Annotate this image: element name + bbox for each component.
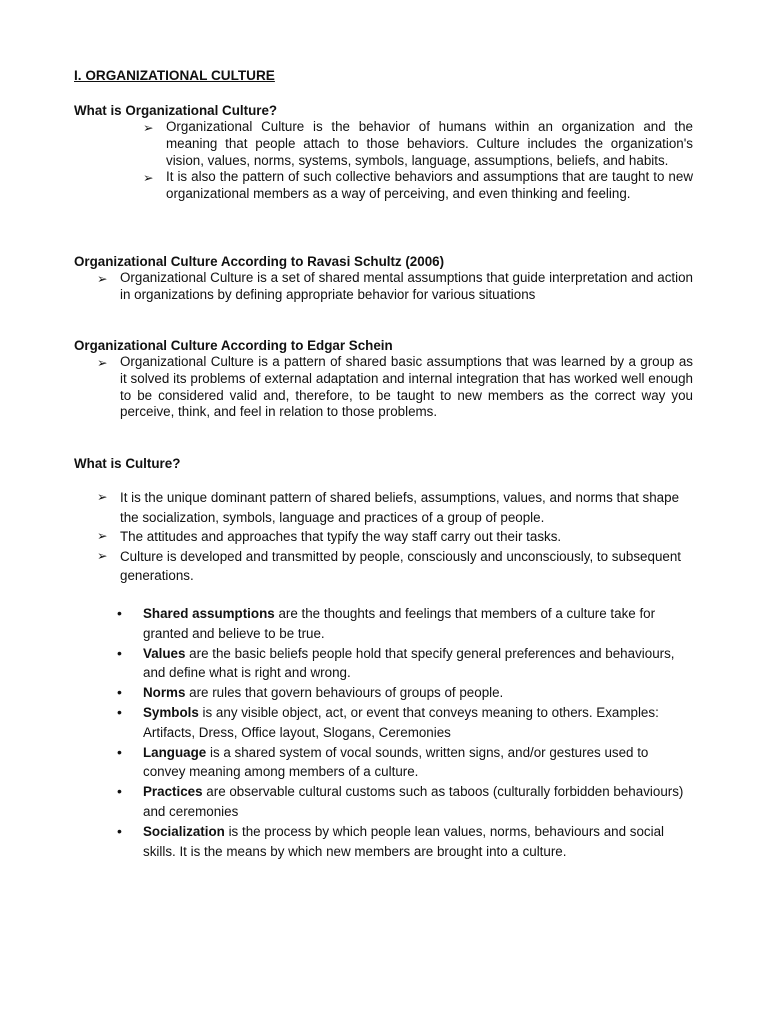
list-item: • Norms are rules that govern behaviours of groups of people. — [143, 683, 688, 703]
dot-bullet-icon: • — [117, 605, 122, 621]
list-item: ➢ Culture is developed and transmitted by people, consciously and unconsciously, to subsequent generations. — [97, 547, 682, 583]
ravasi-definition-list — [97, 270, 693, 304]
section-title: I. ORGANIZATIONAL CULTURE — [74, 68, 275, 83]
list-item: • Language is a shared system of vocal sounds, written signs, and/or gestures used to convey meaning among members of a culture. — [117, 743, 649, 780]
heading-edgar-schein: Organizational Culture According to Edgar Schein — [74, 338, 393, 353]
list-item: • Shared assumptions are the thoughts and feelings that members of a culture take for granted and believe to be true. — [117, 605, 656, 641]
dot-bullet-icon: • — [117, 644, 122, 661]
term: Symbols — [143, 705, 199, 721]
list-item: ➢ Organizational Culture is a set of shared mental assumptions that guide interpretation and action in organizations by defining appropriate behavior for various situations — [97, 270, 693, 302]
arrow-bullet-icon: ➢ — [97, 528, 108, 543]
culture-definition-list — [97, 488, 700, 586]
heading-what-is-culture: What is Culture? — [74, 456, 181, 471]
term: Socialization — [143, 824, 225, 840]
arrow-bullet-icon: ➢ — [97, 271, 108, 286]
list-item: • Socialization is the process by which people lean values, norms, behaviours and social skills. It is the means by which new members are brought into a culture. — [117, 823, 665, 859]
arrow-bullet-icon: ➢ — [97, 489, 108, 504]
list-item: • Symbols is any visible object, act, or event that conveys meaning to others. Examples: Artifacts, Dress, Office layout, Slogans, Ceremonies — [117, 704, 659, 740]
term: Language — [143, 744, 207, 760]
dot-bullet-icon: • — [117, 704, 122, 721]
list-item: • Practices are observable cultural customs such as taboos (culturally forbidden behaviours) and ceremonies — [117, 783, 684, 819]
list-item: • Values are the basic beliefs people hold that specify general preferences and behaviours, and define what is right and wrong. — [117, 644, 675, 681]
dot-bullet-icon: • — [117, 823, 122, 840]
list-item: ➢ It is also the pattern of such collective behaviors and assumptions that are taught to new organizational members as a way of perceiving, and even thinking and feeling. — [143, 169, 693, 202]
dot-bullet-icon: • — [117, 684, 122, 701]
heading-ravasi-schultz: Organizational Culture According to Ravasi Schultz (2006) — [74, 254, 445, 269]
org-culture-definition-list — [143, 119, 693, 203]
term: Shared assumptions — [143, 606, 275, 621]
term: Norms — [143, 685, 186, 701]
list-item: ➢ Organizational Culture is a pattern of shared basic assumptions that was learned by a group as it solved its problems of external adaptation and internal integration that has worked well enough to be considered valid and, therefore, to be taught to new members as the correct way you perceive, think, and feel in relation to those problems. — [97, 354, 693, 420]
dot-bullet-icon: • — [117, 743, 122, 760]
term: Practices — [143, 784, 203, 800]
list-item: ➢ Organizational Culture is the behavior of humans within an organization and the meaning that people attach to those behaviors. Culture includes the organization's vision, values, norms, systems, symbols, language, assumptions, beliefs, and habits. — [143, 119, 693, 168]
heading-what-is-org-culture: What is Organizational Culture? — [74, 103, 278, 118]
arrow-bullet-icon: ➢ — [143, 120, 154, 135]
culture-elements-list — [117, 604, 688, 862]
dot-bullet-icon: • — [117, 783, 122, 800]
arrow-bullet-icon: ➢ — [97, 355, 108, 370]
list-item: ➢ It is the unique dominant pattern of shared beliefs, assumptions, values, and norms that shape the socialization, symbols, language and practices of a group of people. — [97, 489, 680, 525]
arrow-bullet-icon: ➢ — [97, 547, 108, 563]
arrow-bullet-icon: ➢ — [143, 170, 154, 186]
list-item: ➢ The attitudes and approaches that typify the way staff carry out their tasks. — [97, 528, 562, 544]
schein-definition-list — [97, 354, 693, 421]
term: Values — [143, 645, 186, 661]
